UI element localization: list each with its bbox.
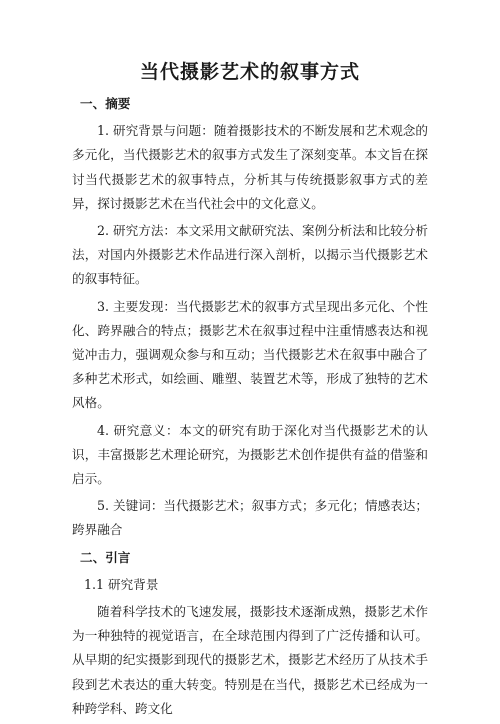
introduction-paragraph: 随着科学技术的飞速发展，摄影技术逐渐成熟，摄影艺术作为一种独特的视觉语言，在全球范围内得到了广泛传播和认可。从早期的纪实摄影到现代的摄影艺术，摄影艺术经历了从技术手段到艺术表达的重大转变。特别是在当代，摄影艺术已经成为一种跨学科、跨文化: [72, 604, 428, 716]
abstract-item-methods: 2. 研究方法：本文采用文献研究法、案例分析法和比较分析法，对国内外摄影艺术作品进行深入剖析，以揭示当代摄影艺术的叙事特征。: [72, 223, 428, 287]
document-body: [72, 92, 428, 724]
abstract-item-background: 1. 研究背景与问题：随着摄影技术的不断发展和艺术观念的多元化，当代摄影艺术的叙事方式发生了深刻变革。本文旨在探讨当代摄影艺术的叙事特点，分析其与传统摄影叙事方式的差异，探讨摄影艺术在当代社会中的文化意义。: [72, 123, 428, 211]
document-title: 当代摄影艺术的叙事方式: [139, 61, 360, 83]
section-heading-abstract: 一、摘要: [80, 96, 131, 111]
subsection-heading-background: 1.1 研究背景: [84, 576, 159, 592]
abstract-item-keywords: 5. 关键词：当代摄影艺术；叙事方式；多元化；情感表达；跨界融合: [72, 498, 428, 538]
abstract-item-significance: 4. 研究意义：本文的研究有助于深化对当代摄影艺术的认识，丰富摄影艺术理论研究，为摄影艺术创作提供有益的借鉴和启示。: [72, 422, 428, 487]
section-heading-introduction: 二、引言: [80, 549, 131, 565]
abstract-item-findings: 3. 主要发现：当代摄影艺术的叙事方式呈现出多元化、个性化、跨界融合的特点；摄影艺术在叙事过程中注重情感表达和视觉冲击力，强调观众参与和互动；当代摄影艺术在叙事中融合了多种艺术形式，如绘画、雕塑、装置艺术等，形成了独特的艺术风格。: [72, 298, 428, 411]
